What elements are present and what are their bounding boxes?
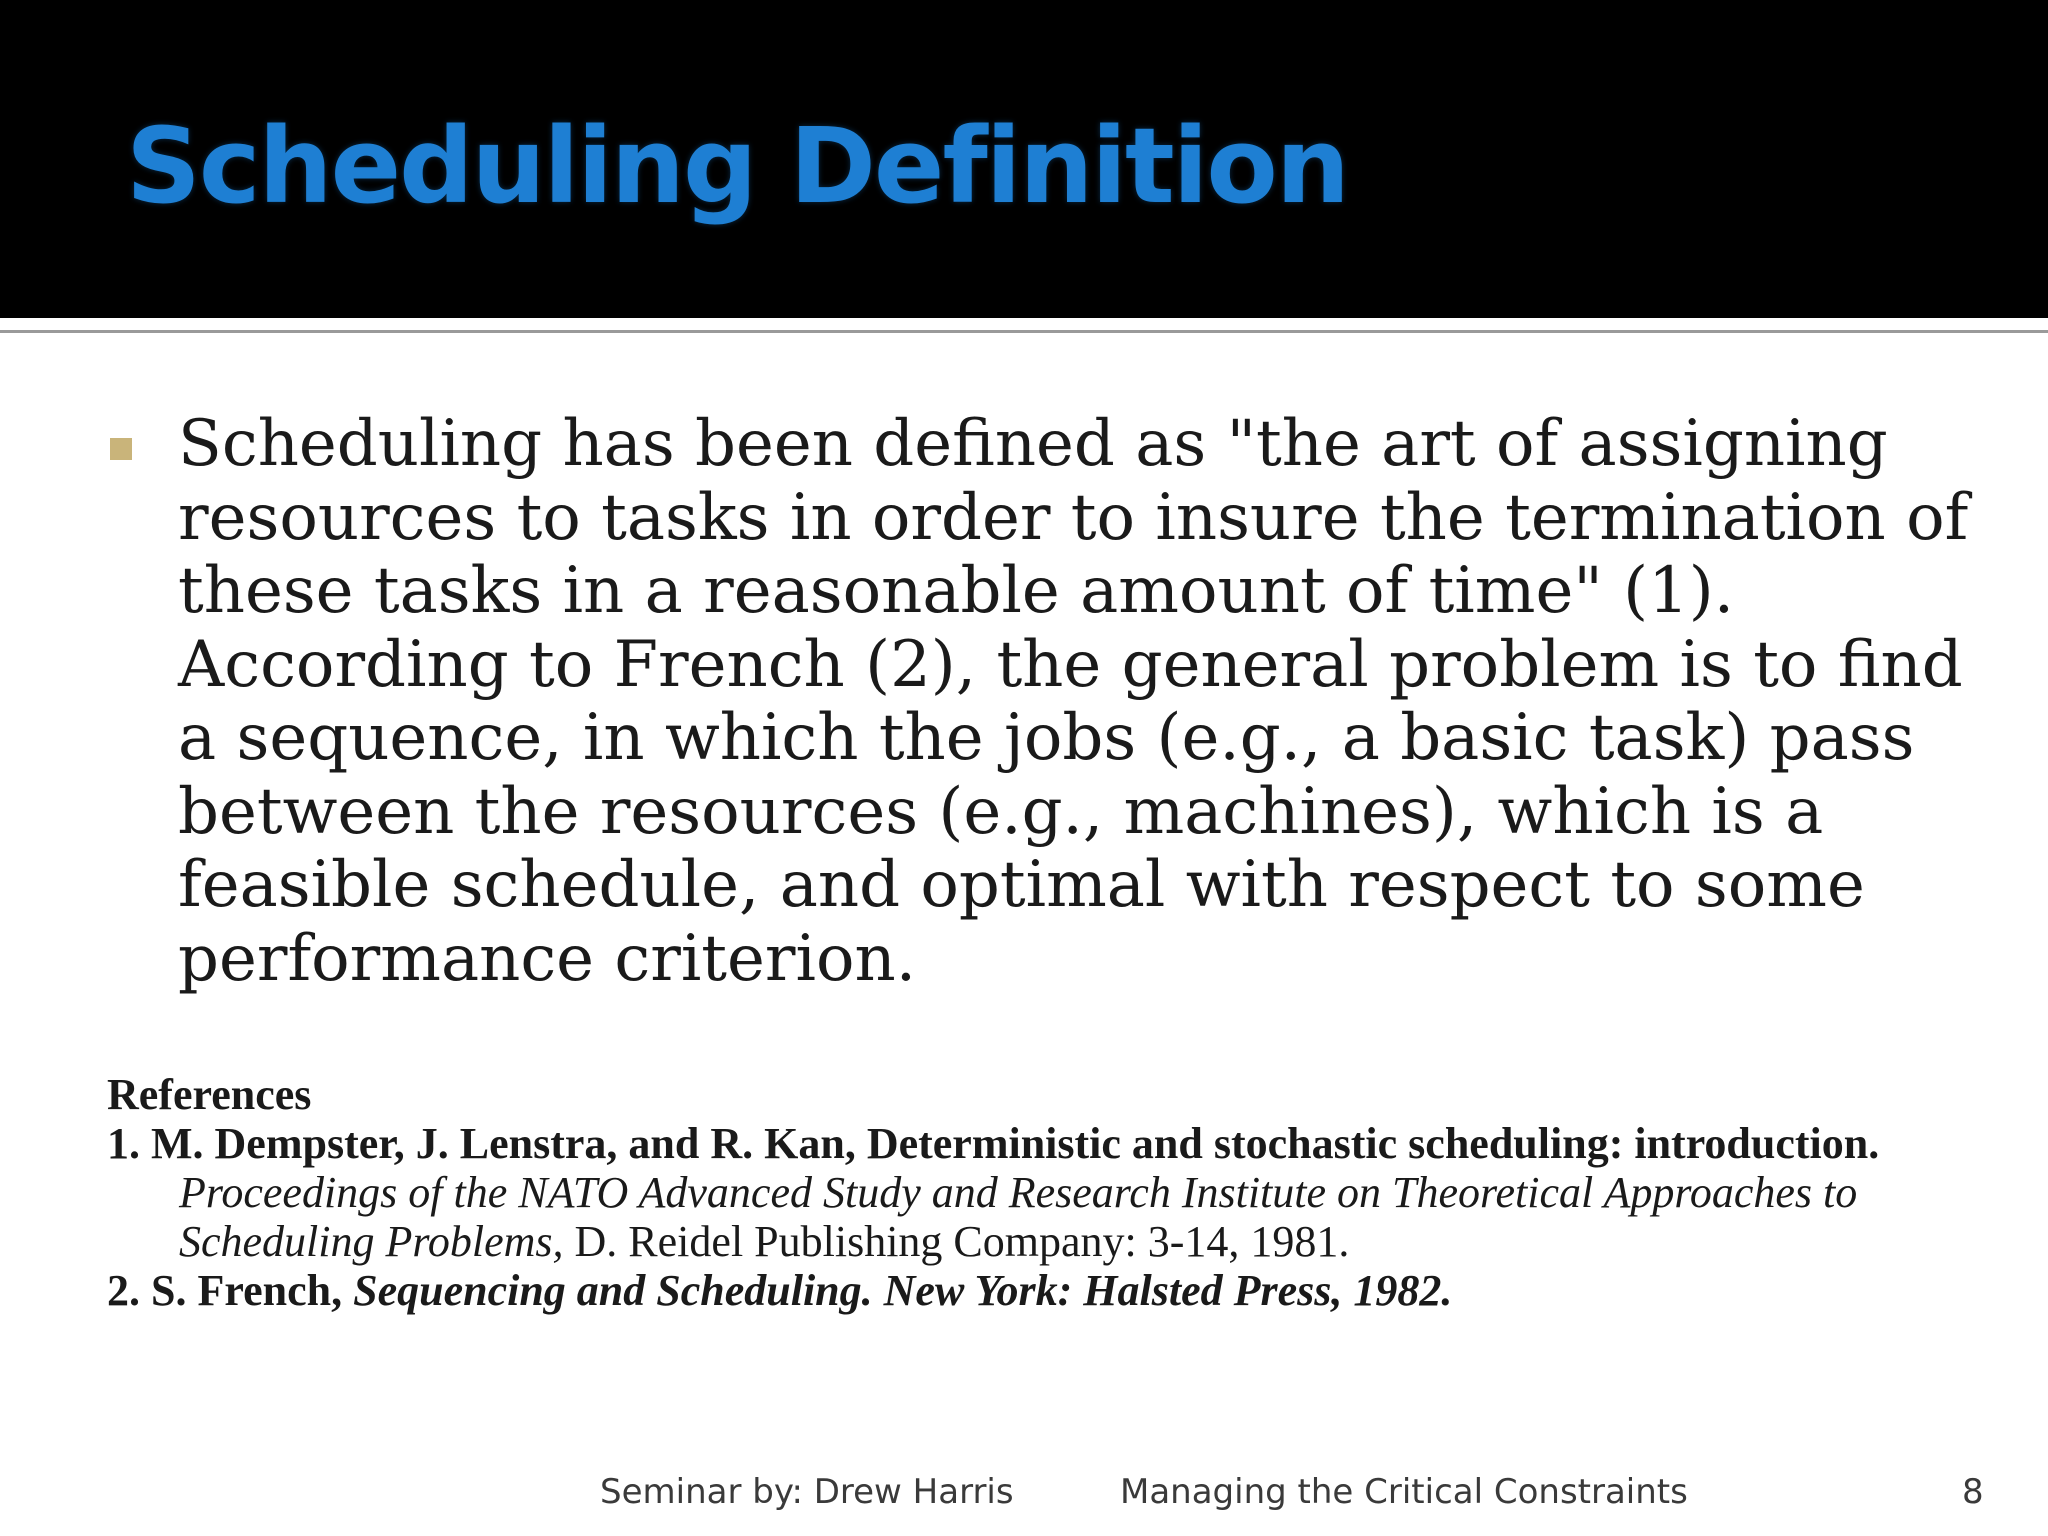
title-bar — [0, 0, 2048, 318]
reference-1-authors-title: 1. M. Dempster, J. Lenstra, and R. Kan, Deterministic and stochastic scheduling: introduction. — [107, 1119, 1880, 1168]
slide-title: Scheduling Definition — [126, 105, 1348, 227]
reference-2-title: Sequencing and Scheduling. New York: Halsted Press, 1982. — [353, 1266, 1453, 1315]
title-divider — [0, 330, 2048, 333]
reference-item-1 — [107, 1119, 1967, 1266]
footer-topic: Managing the Critical Constraints — [1120, 1472, 1688, 1512]
reference-1-source: Proceedings of the NATO Advanced Study and Research Institute on Theoretical Approaches to Scheduling Problems, — [179, 1168, 1858, 1266]
bullet-item-definition: Scheduling has been defined as "the art of assigning resources to tasks in order to insure the termination of these tasks in a reasonable amount of time" (1). According to French (2), the general problem is to find a sequence, in which the jobs (e.g., a basic task) pass between the resources (e.g., machines), which is a feasible schedule, and optimal with respect to some performance criterion. — [178, 407, 1969, 996]
reference-2-authors: 2. S. French, — [107, 1266, 343, 1315]
references-section — [107, 1070, 1967, 1315]
footer-presenter: Seminar by: Drew Harris — [600, 1472, 1014, 1512]
reference-item-2 — [107, 1266, 1967, 1315]
references-heading: References — [107, 1070, 312, 1119]
reference-1-publisher: D. Reidel Publishing Company: 3-14, 1981. — [574, 1217, 1350, 1266]
square-bullet-icon — [110, 438, 132, 460]
footer-page-number: 8 — [1962, 1472, 1984, 1512]
